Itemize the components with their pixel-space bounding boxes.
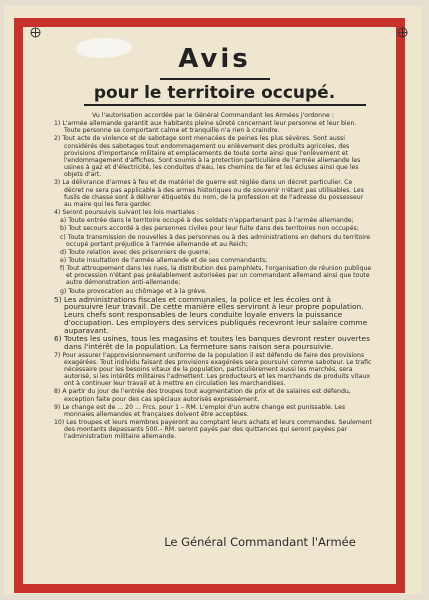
list-item <box>54 352 372 388</box>
signature: Le Général Commandant l'Armée <box>164 535 356 549</box>
item-text: A partir du jour de l'entrée des troupes tout augmentation de prix et de salaires est défendu, exception faite pour des cas spéciaux autorisés expressément. <box>62 388 351 403</box>
item-number: 4) <box>54 209 63 217</box>
item-number: 10) <box>54 419 67 427</box>
item-text: L'armée allemande garantit aux habitants pleine sûreté concernant leur personne et leur bien. Toute personne se comportant calme et tranquille n'a rien à craindre. <box>62 120 357 135</box>
item-number: 3) <box>54 179 63 187</box>
item-text: Toute relation avec des prisonniers de guerre; <box>68 248 211 256</box>
list-item <box>54 225 372 232</box>
item-number: c) <box>60 233 68 241</box>
item-text: Tout secours accordé à des personnes civiles pour leur fuite dans des territoires non occupés; <box>68 225 359 233</box>
list-item <box>54 288 372 295</box>
numbered-list <box>54 120 372 440</box>
item-number: 2) <box>54 135 63 143</box>
list-item <box>54 249 372 256</box>
item-text: Le change est de ... 20 ... Frcs. pour 1 – RM. L'emploi d'un autre change est punissable. Les monnaies allemandes et françaises doivent être acceptées. <box>62 403 346 418</box>
list-item <box>54 179 372 208</box>
item-text: Tout attroupement dans les rues, la distribution des pamphlets, l'organisation de réunion publique et procession n'étant pas préalablement autorisées par un commandant allemand ainsi que toute autre démonstration anti-allemande; <box>66 265 372 287</box>
subtitle-underline <box>84 104 366 106</box>
list-item <box>54 388 372 402</box>
list-item <box>54 217 372 224</box>
thumbtack-icon <box>30 27 41 38</box>
item-number: 6) <box>54 334 64 344</box>
list-item <box>54 120 372 134</box>
item-number: 7) <box>54 351 63 359</box>
item-number: e) <box>60 256 69 264</box>
list-item <box>54 234 372 248</box>
item-text: Les administrations fiscales et communales, la police et les écoles ont à poursuivre leur travail. De cette manière elles serviront à leur propre population. Leurs chefs sont responsables de leurs conduite loyale envers la puissance d'occupation. Les employers des services publiqués recevront leur salaire comme auparavant. <box>63 294 368 335</box>
list-item <box>54 335 372 350</box>
item-number: b) <box>60 225 69 233</box>
item-number: d) <box>60 248 69 256</box>
item-number: a) <box>60 217 69 225</box>
item-number: 9) <box>54 403 63 411</box>
poster-subtitle: pour le territoire occupé. <box>93 83 336 103</box>
item-text: Les troupes et leurs membres payeront au comptant leurs achats et leurs commandes. Seulement des montants depassants 500.– RM. seront payés par des quittances qui seront payées par l'administration militaire allemande. <box>64 419 372 441</box>
item-text: Toute transmission de nouvelles à des personnes ou à des administrations en dehors du territoire occupé portant préjudice à l'armée allemande et au Reich; <box>66 233 371 248</box>
thumbtack-icon <box>397 27 408 38</box>
list-item <box>54 257 372 264</box>
list-item <box>54 404 372 418</box>
item-text: Toute provocation au chômage et à la grève. <box>68 287 207 295</box>
poster-title: Avis <box>178 44 251 74</box>
item-text: La délivrance d'armes à feu et de matériel de guerre est réglée dans un décret particulier. Ce décret ne sera pas applicable à des armes historiques ou de souvenir n'étant pas utilisables. Les fusils de chasse sont à délivrer étiquetés du nom, de la profession et de l'adresse du possesseur au maire qui les fera garder. <box>62 179 364 208</box>
item-text: Toutes les usines, tous les magasins et toutes les banques devront rester ouvertes dans l'intérêt de la population. La fermeture sans raison sera poursuivie. <box>63 334 370 351</box>
item-number: 5) <box>54 294 64 304</box>
item-text: Tout acte de violence et de sabotage sont menacées de peines les plus sévères. Sont aussi considérés des sabotages tout endommagement ou enlèvement des produits agricoles, des provisions d'importance militaire et emplacements de toute sorte ainsi que l'enlèvement et l'endommagement d'affiches. Sont soumis à la protection particulière de l'armée allemande les usines à gaz et d'électricité, les conduites d'eau, les chemins de fer et les écluses ainsi que les objets d'art. <box>62 135 361 179</box>
item-text: Toute entrée dans le territoire occupé à des soldats n'appartenant pas à l'armée allemande; <box>68 217 354 225</box>
list-item <box>54 296 372 335</box>
item-number: f) <box>60 265 67 273</box>
item-text: Toute insultation de l'armée allemande et de ses commandants; <box>68 256 268 264</box>
item-number: 1) <box>54 120 63 128</box>
title-underline <box>160 78 270 80</box>
intro-text: Vu l'autorisation accordée par le Général Commandant les Armées j'ordonne : <box>92 112 334 119</box>
list-item <box>54 135 372 178</box>
item-number: g) <box>60 287 69 295</box>
list-item <box>54 265 372 286</box>
item-text: Pour assurer l'approvisionnement uniforme de la population il est défendu de faire des provisions exagérées. Tout individu faisant des provisions exagérées sera poursuivi comme saboteur. Le trafic nécessaire pour les besoins vitaux de la population, particulièrement aussi les marchés, sera autorisé, si les intérêts militaires l'admettent. Les producteurs et les marchands de produits vitaux ont à continuer leur travail et à mettre en circulation les marchandises. <box>62 351 372 388</box>
item-text: Seront poursuivis suivant les lois martiales : <box>62 209 200 217</box>
notice-body <box>54 112 372 442</box>
list-item <box>54 209 372 216</box>
item-number: 8) <box>54 388 63 396</box>
list-item <box>54 419 372 440</box>
